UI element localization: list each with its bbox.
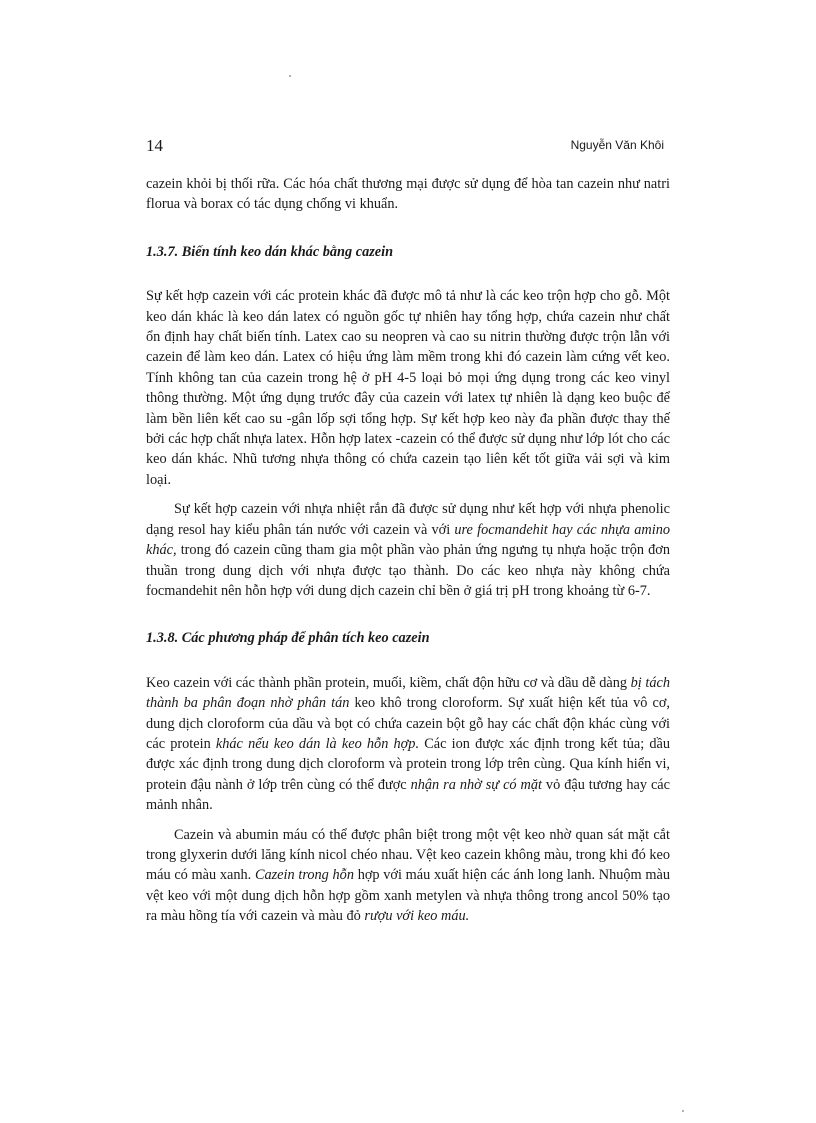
text-run-italic: ure focmandehit hay các nhựa amino khác, — [146, 521, 671, 559]
text-run-italic: Cazein trong hỗn — [254, 867, 354, 884]
scan-speck — [289, 75, 291, 77]
text-run: Các ion được xác định trong kết tủa; dầu được xác định trong dung dịch cloroform và protein trong lớp trên cùng. Qua kính hiển vi, protein đậu nành ở lớp trên cùng có thể được — [146, 735, 671, 793]
paragraph — [146, 673, 670, 816]
text-run-italic: rượu với keo máu. — [364, 908, 470, 925]
text-run-italic: nhận ra nhờ sự có mặt — [410, 776, 542, 793]
text-run: hợp với máu xuất hiện các ánh long lanh. Nhuộm màu vệt keo với một dung dịch hỗn hợp gồm xanh metylen và nhựa thông trong ancol 50% tạo ra màu hồng tía với cazein và màu đỏ — [146, 867, 670, 925]
text-run: Keo cazein với các thành phần protein, muối, kiềm, chất độn hữu cơ và dầu dễ dàng — [146, 674, 631, 691]
running-header — [146, 136, 664, 160]
section-heading-1-3-8: 1.3.8. Các phương pháp để phân tích keo cazein — [146, 630, 430, 647]
text-run: Cazein và abumin máu có thể được phân biệt trong một vệt keo nhờ quan sát mặt cắt trong glyxerin dưới lăng kính nicol chéo nhau. Vệt keo cazein không màu, trong khi đó keo máu có màu xanh. — [146, 826, 670, 884]
body-text — [146, 174, 670, 927]
paragraph: Sự kết hợp cazein với các protein khác đã được mô tả như là các keo trộn hợp cho gỗ. Một keo dán khác là keo dán latex có nguồn gốc tự nhiên hay tổng hợp, chứa cazein như chất ổn định hay chất biến tính. Latex cao su neopren và cao su nitrin thường được trộn lẫn với cazein để làm keo dán. Latex có hiệu ứng làm mềm trong khi đó cazein làm cứng vết keo. Tính không tan của cazein trong hệ ở pH 4-5 loại bỏ mọi ứng dụng trong các keo vinyl thông thường. Một ứng dụng trước đây của cazein với latex tự nhiên là dạng keo buộc để làm bền liên kết cao su -gân lốp sợi tổng hợp. Sự kết hợp keo này đa phần được thay thế bởi các hợp chất nhựa latex. Hỗn hợp latex -cazein có thể được sử dụng như lớp lót cho các keo dán khác. Nhũ tương nhựa thông có chứa cazein tạo liên kết tốt giữa vải sợi và kim loại. — [146, 288, 670, 488]
paragraph-continued: cazein khỏi bị thối rữa. Các hóa chất thương mại được sử dụng để hòa tan cazein như natri florua và borax có tác dụng chống vi khuẩn. — [146, 176, 670, 213]
text-run: keo khô trong cloroform. Sự xuất hiện kết tủa vô cơ, dung dịch cloroform của dầu và bọt có chứa cazein bột gỗ hay các chất độn khác cùng với các protein — [146, 695, 670, 752]
text-run: vỏ đậu tương hay các mảnh nhân. — [146, 776, 670, 814]
text-run: trong đó cazein cũng tham gia một phần vào phản ứng ngưng tụ nhựa hoặc trộn đơn thuần trong dung dịch với nhựa được tạo thành. Do các keo nhựa này không chứa focmandehit nên hỗn hợp với dung dịch cazein chỉ bền ở giá trị pH trong khoảng từ 6-7. — [146, 542, 670, 599]
running-author: Nguyễn Văn Khôi — [570, 138, 664, 152]
paragraph — [146, 499, 670, 601]
section-heading-1-3-7: 1.3.7. Biến tính keo dán khác bằng cazein — [146, 243, 394, 260]
text-run-italic: bị tách thành ba phân đoạn nhờ phân tán — [146, 674, 670, 712]
paragraph — [146, 825, 670, 927]
scan-speck — [682, 1110, 684, 1112]
text-run-italic: khác nếu keo dán là keo hỗn hợp. — [215, 735, 420, 752]
page-number: 14 — [146, 136, 163, 155]
text-run: Sự kết hợp cazein với nhựa nhiệt rắn đã được sử dụng như kết hợp với nhựa phenolic dạng resol hay kiểu phân tán nước với cazein và với — [146, 501, 670, 538]
